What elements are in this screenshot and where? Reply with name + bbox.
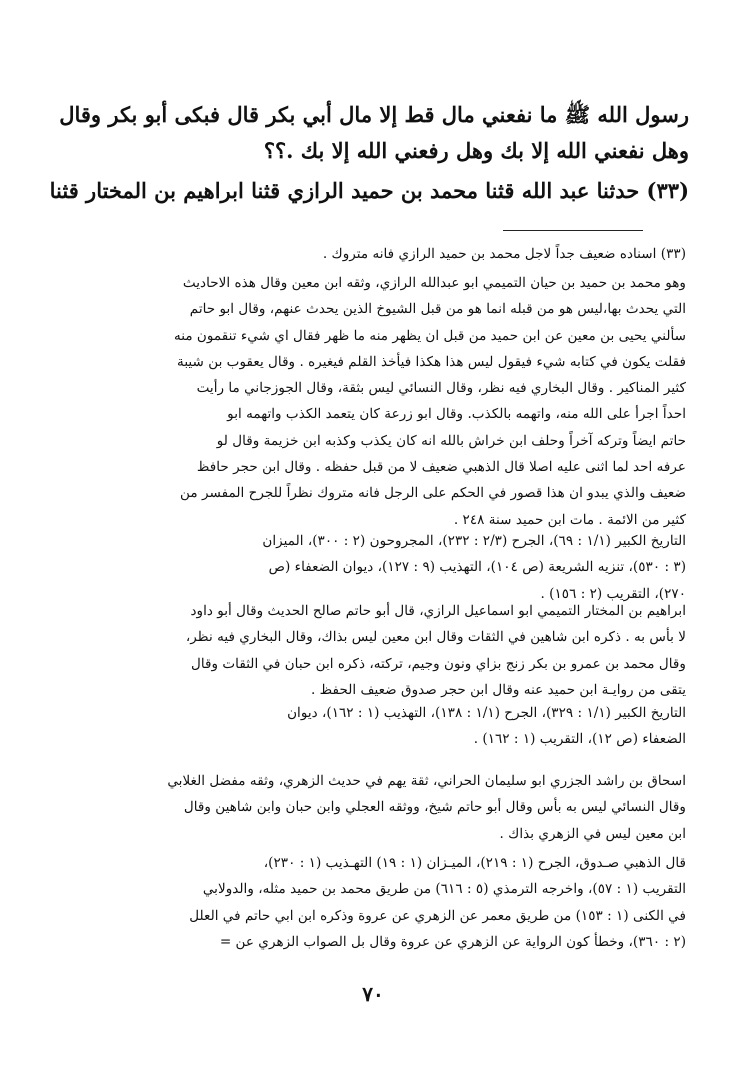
footnote-line: سألني يحيى بن معين عن ابن حميد من قبل ان يظهر منه ما ظهر فقال اي شيء تنقمون منه <box>173 327 686 344</box>
footnote-33-heading: (٣٣) اسناده ضعيف جداً لاجل محمد بن حميد الرازي فانه متروك . <box>322 246 686 262</box>
page-number: ٧٠ <box>362 982 384 1006</box>
footnote-line: التاريخ الكبير (١/١ : ٦٩)، الجرح (٢/٣ : ٢٣٢)، المجروحون (٢ : ٣٠٠)، الميزان <box>262 533 686 549</box>
footnote-line: ابراهيم بن المختار التميمي ابو اسماعيل الرازي، قال أبو حاتم صالح الحديث وقال أبو داود <box>190 603 686 619</box>
footnote-line: التقريب (١ : ٥٧)، واخرجه الترمذي (٥ : ٦١٦) من طريق محمد بن حميد مثله، والدولابي <box>202 881 686 898</box>
footnote-references-ibn-humaid <box>60 528 686 607</box>
footnote-separator <box>503 230 643 231</box>
footnote-line: وهو محمد بن حميد بن حيان التميمي ابو عبدالله الرازي، وثقه ابن معين وقال هذه الاحاديث <box>182 275 686 291</box>
footnote-line: (٣ : ٥٣٠)، تنزيه الشريعة (ص ١٠٤)، التهذيب (٩ : ١٢٧)، ديوان الضعفاء (ص <box>268 559 686 576</box>
footnote-line: لا بأس به . ذكره ابن شاهين في الثقات وقال ابن معين ليس بذاك، وقال البخاري فيه نظر، <box>185 629 686 646</box>
footnote-paragraph-takhrij <box>60 850 686 955</box>
footnote-line: وقال محمد بن عمرو بن بكر زنج بزاي ونون وجيم، تركته، ذكره ابن حبان في الثقات وقال <box>190 655 686 672</box>
footnote-references-ibrahim <box>60 700 686 753</box>
footnote-paragraph-ibn-humaid <box>60 270 686 533</box>
footnote-line: ابن معين ليس في الزهري بذاك . <box>499 825 686 842</box>
hadith-33-chain-line: (٣٣) حدثنا عبد الله قثنا محمد بن حميد الرازي قثنا ابراهيم بن المختار قثنا <box>49 178 689 203</box>
footnote-line: ٢٧٠)، التقريب (٢ : ١٥٦) . <box>540 585 686 602</box>
footnote-line: الضعفاء (ص ١٢)، التقريب (١ : ١٦٢) . <box>473 731 686 748</box>
footnote-line: التي يحدث بها،ليس هو من قبله انما هو من قبل الشيوخ الذين يحدث عنهم، وقال ابو حاتم <box>189 301 686 318</box>
footnote-line: يتقى من روايـة ابن حميد عنه وقال ابن حجر صدوق ضعيف الحفظ . <box>311 681 686 698</box>
footnote-line: قال الذهبي صـدوق، الجرح (١ : ٢١٩)، الميـزان (١ : ١٩) التهـذيب (١ : ٢٣٠)، <box>263 855 686 871</box>
footnote-paragraph-ishaq-ibn-rashid <box>60 768 686 847</box>
footnote-line: في الكنى (١ : ١٥٣) من طريق معمر عن الزهري عن عروة وذكره ابن ابي حاتم في العلل <box>189 907 686 924</box>
footnote-line: احداً اجرأ على الله منه، واتهمه بالكذب. وقال ابو زرعة كان يتعمد الكذب واتهمه ابو <box>227 406 686 423</box>
footnote-line: فقلت يكون في كتابه شيء فيقول ليس هذا هكذا فيأخذ القلم فيغيره . وقال يعقوب بن شيبة <box>177 353 686 370</box>
main-text-line-1: رسول الله ﷺ ما نفعني مال قط إلا مال أبي بكر قال فبكى أبو بكر وقال <box>59 102 689 127</box>
footnote-line: التاريخ الكبير (١/١ : ٣٢٩)، الجرح (١/١ : ١٣٨)، التهذيب (١ : ١٦٢)، ديوان <box>287 705 686 721</box>
footnote-line: ضعيف والذي يبدو ان هذا قصور في الحكم على الرجل فانه متروك نظراً للجرح المفسر من <box>180 485 686 502</box>
footnote-line: عرفه احد لما اثنى عليه اصلا قال الذهبي ضعيف لا من قبل حفظه . وقال ابن حجر حافظ <box>196 459 686 476</box>
footnote-line: كثير من الائمة . مات ابن حميد سنة ٢٤٨ . <box>453 511 686 528</box>
footnote-line: (٢ : ٣٦٠)، وخطأ كون الرواية عن الزهري عن عروة وقال بل الصواب الزهري عن = <box>219 933 686 950</box>
footnote-line: اسحاق بن راشد الجزري ابو سليمان الحراني، ثقة يهم في حديث الزهري، وثقه مفضل الغلابي <box>167 773 686 789</box>
footnote-line: كثير المناكير . وقال البخاري فيه نظر، وقال النسائي ليس بثقة، وقال الجوزجاني ما رأيت <box>196 380 686 397</box>
footnote-line: وقال النسائي ليس به بأس وقال أبو حاتم شيخ، ووثقه العجلي وابن حبان وابن شاهين وقال <box>183 799 686 816</box>
footnote-line: حاتم ايضاً وتركه آخراً وحلف ابن خراش بالله انه كان يكذب وكذبه ابن خزيمة وقال لو <box>216 432 686 449</box>
main-text-line-2: وهل نفعني الله إلا بك وهل رفعني الله إلا بك .؟؟ <box>263 138 689 163</box>
footnote-paragraph-ibrahim-ibn-al-mukhtar <box>60 598 686 703</box>
